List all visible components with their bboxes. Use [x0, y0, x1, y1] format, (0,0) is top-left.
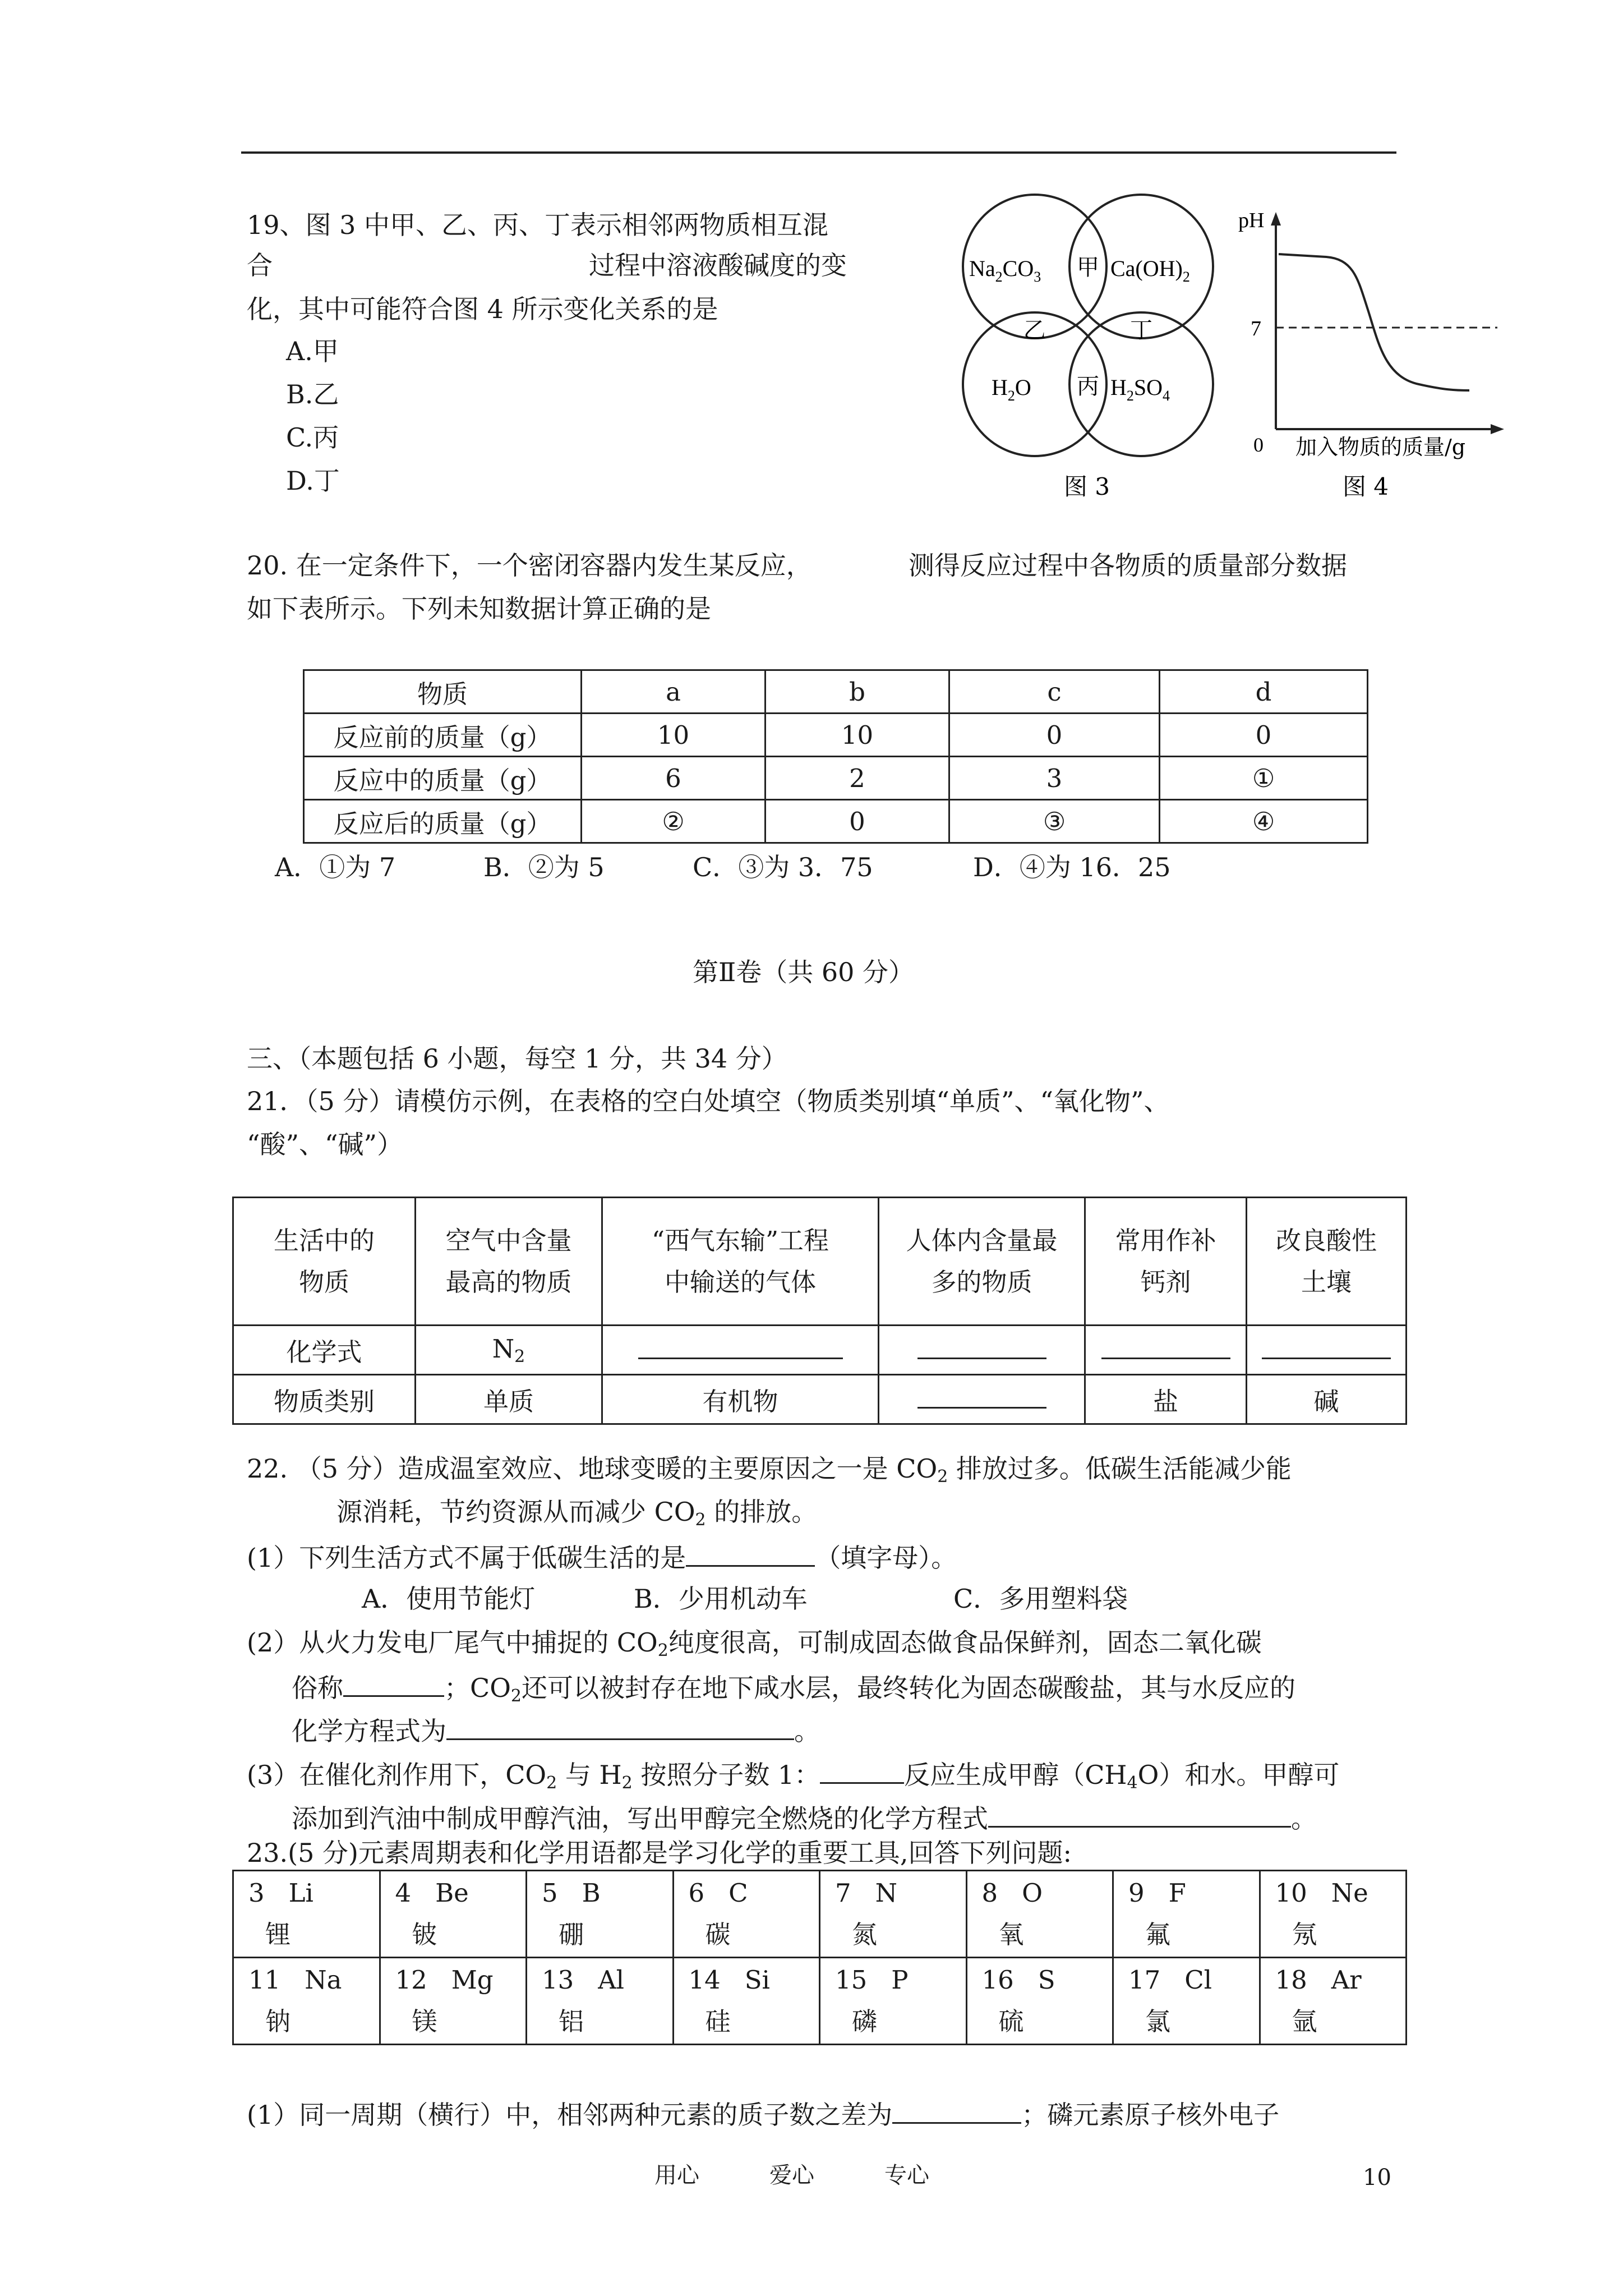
origin-label: 0	[1253, 434, 1264, 456]
y-axis-arrow	[1271, 212, 1281, 226]
q22-line2: 源消耗，节约资源从而减少 $CO_2$ 的排放。	[336, 1497, 818, 1530]
element-cell: 16 S 硫	[966, 1958, 1113, 2045]
answer-blank[interactable]	[879, 1326, 1085, 1375]
q20-table	[303, 669, 1368, 844]
table-cell: 反应中的质量（g）	[304, 757, 582, 800]
table-header-cell: 生活中的 物质	[233, 1198, 416, 1326]
label-h2o: $H_2O$	[992, 375, 1031, 404]
q19-option-b: B.乙	[286, 379, 339, 409]
answer-blank[interactable]	[892, 2100, 1021, 2124]
q20-option-b: B．②为 5	[483, 852, 605, 882]
q22-sub3-line1: (3）在催化剂作用下，$CO_2$ 与 $H_2$ 按照分子数 1： 反应生成甲醇$(CH_4O)$和水。甲醇可	[247, 1760, 1340, 1793]
q22-sub3-line2: 添加到汽油中制成甲醇汽油，写出甲醇完全燃烧的化学方程式 。	[292, 1803, 1317, 1834]
element-cell: 9 F 氟	[1113, 1871, 1260, 1958]
q20-line2: 如下表所示。下列未知数据计算正确的是	[247, 593, 711, 624]
x-axis-arrow	[1491, 424, 1504, 434]
footer-motto-1: 用心	[654, 2162, 699, 2188]
y-axis-label: pH	[1238, 209, 1265, 232]
answer-blank[interactable]	[602, 1326, 879, 1375]
region-yi: 乙	[1023, 318, 1046, 343]
table-header-cell: b	[766, 670, 949, 714]
q19-option-d: D.丁	[286, 466, 340, 496]
q22-sub1-option-b: B．少用机动车	[634, 1584, 808, 1614]
table-header-cell: 改良酸性 土壤	[1247, 1198, 1407, 1326]
q21-table	[232, 1197, 1407, 1425]
q22-sub2-line3: 化学方程式为 。	[292, 1716, 820, 1746]
region-jia: 甲	[1077, 255, 1099, 280]
q22-sub1: (1）下列生活方式不属于低碳生活的是 （填字母）。	[247, 1543, 957, 1573]
answer-blank[interactable]	[686, 1543, 815, 1567]
answer-blank[interactable]	[1085, 1326, 1247, 1375]
answer-blank[interactable]	[343, 1673, 444, 1697]
element-cell: 13 Al 铝	[527, 1958, 674, 2045]
table-header-cell: 人体内含量最 多的物质	[879, 1198, 1085, 1326]
figure-3-label: 图 3	[1063, 473, 1110, 500]
table-row	[233, 1958, 1407, 2045]
label-h2so4: $H_2SO_4$	[1110, 375, 1170, 404]
row-label-formula: 化学式	[233, 1326, 416, 1375]
table-header-cell: “西气东输”工程 中输送的气体	[602, 1198, 879, 1326]
section-2-title: 第Ⅱ卷（共 60 分）	[693, 957, 915, 987]
figure-4-label: 图 4	[1342, 473, 1389, 500]
ph-curve	[1279, 254, 1469, 390]
q19-line2a: 合	[247, 250, 273, 280]
element-cell: 14 Si 硅	[673, 1958, 820, 2045]
q20-option-d: D．④为 16．25	[973, 852, 1171, 882]
row-label-class: 物质类别	[233, 1375, 416, 1424]
table-header-cell: c	[949, 670, 1160, 714]
x-axis-label: 加入物质的质量/g	[1295, 435, 1466, 459]
table-cell: 3	[949, 757, 1160, 800]
element-cell: 8 O 氧	[966, 1871, 1113, 1958]
table-row	[233, 1198, 1407, 1326]
table-row	[304, 714, 1368, 757]
table-cell: 反应前的质量（g）	[304, 714, 582, 757]
table-row	[233, 1375, 1407, 1424]
table-cell: 10	[582, 714, 766, 757]
q22-sub1-option-a: A．使用节能灯	[362, 1584, 536, 1614]
table-header-cell: 空气中含量 最高的物质	[416, 1198, 602, 1326]
q22-sub1-option-c: C．多用塑料袋	[953, 1584, 1128, 1614]
table-header-cell: 常用作补 钙剂	[1085, 1198, 1247, 1326]
element-cell: 7 N 氮	[820, 1871, 967, 1958]
element-cell: 17 Cl 氯	[1113, 1958, 1260, 2045]
element-cell: 5 B 硼	[527, 1871, 674, 1958]
periodic-table	[232, 1870, 1407, 2045]
answer-blank[interactable]	[1247, 1326, 1407, 1375]
answer-blank[interactable]	[879, 1375, 1085, 1424]
table-cell: 单质	[416, 1375, 602, 1424]
answer-blank[interactable]	[446, 1716, 794, 1740]
header-rule	[241, 151, 1396, 154]
q19-line2b: 过程中溶液酸碱度的变	[589, 250, 847, 280]
element-cell: 11 Na 钠	[233, 1958, 380, 2045]
element-cell: 4 Be 铍	[380, 1871, 527, 1958]
footer-motto-3: 专心	[884, 2162, 929, 2188]
figure-4-ph-chart	[1234, 196, 1525, 510]
table-row	[304, 757, 1368, 800]
table-cell: 0	[1160, 714, 1368, 757]
table-cell: 碱	[1247, 1375, 1407, 1424]
region-ding: 丁	[1130, 318, 1152, 343]
table-cell: 有机物	[602, 1375, 879, 1424]
q23-line1: 23.(5 分)元素周期表和化学用语都是学习化学的重要工具,回答下列问题:	[247, 1838, 1072, 1868]
q20-option-a: A．①为 7	[275, 852, 396, 882]
table-cell: ②	[582, 800, 766, 843]
table-cell: 盐	[1085, 1375, 1247, 1424]
answer-blank[interactable]	[988, 1803, 1291, 1828]
q22-sub2-line1: (2）从火力发电厂尾气中捕捉的 $CO_2$纯度很高，可制成固态做食品保鲜剂，固态二氧化碳	[247, 1627, 1262, 1660]
tick-7: 7	[1251, 317, 1261, 341]
q23-sub1: (1）同一周期（横行）中，相邻两种元素的质子数之差为 ；磷元素原子核外电子	[247, 2100, 1280, 2130]
element-cell: 10 Ne 氖	[1260, 1871, 1407, 1958]
q20-line1b: 测得反应过程中各物质的质量部分数据	[909, 550, 1347, 581]
table-row	[304, 670, 1368, 714]
element-cell: 18 Ar 氩	[1260, 1958, 1407, 2045]
label-caoh2: $Ca(OH)_2$	[1110, 256, 1190, 285]
table-cell: 10	[766, 714, 949, 757]
q20-line1a: 20. 在一定条件下，一个密闭容器内发生某反应，	[247, 550, 812, 581]
q19-option-c: C.丙	[286, 422, 339, 453]
table-row	[304, 800, 1368, 843]
table-header-cell: d	[1160, 670, 1368, 714]
element-cell: 12 Mg 镁	[380, 1958, 527, 2045]
table-header-cell: a	[582, 670, 766, 714]
table-cell: ④	[1160, 800, 1368, 843]
formula-n2: $N_2$	[416, 1326, 602, 1375]
q20-option-c: C．③为 3．75	[693, 852, 873, 882]
table-row	[233, 1326, 1407, 1375]
element-cell: 3 Li 锂	[233, 1871, 380, 1958]
table-cell: ③	[949, 800, 1160, 843]
table-cell: ①	[1160, 757, 1368, 800]
q22-line1: 22. （5 分）造成温室效应、地球变暖的主要原因之一是 $CO_2$ 排放过多。低碳生活能减少能	[247, 1453, 1292, 1487]
element-cell: 15 P 磷	[820, 1958, 967, 2045]
region-bing: 丙	[1077, 374, 1099, 399]
table-cell: 6	[582, 757, 766, 800]
q19-line3: 化，其中可能符合图 4 所示变化关系的是	[247, 294, 718, 324]
table-header-cell: 物质	[304, 670, 582, 714]
footer-motto-2: 爱心	[769, 2162, 814, 2188]
label-na2co3: $Na_2CO_3$	[969, 256, 1041, 285]
element-cell: 6 C 碳	[673, 1871, 820, 1958]
q21-line1: 21．（5 分）请模仿示例，在表格的空白处填空（物质类别填“单质”、“氧化物”、	[247, 1086, 1170, 1116]
table-row	[233, 1871, 1407, 1958]
q19-line1: 19、图 3 中甲、乙、丙、丁表示相邻两物质相互混	[247, 210, 829, 240]
table-cell: 0	[949, 714, 1160, 757]
section-3-title: 三、（本题包括 6 小题，每空 1 分，共 34 分）	[247, 1043, 787, 1074]
table-cell: 0	[766, 800, 949, 843]
table-cell: 反应后的质量（g）	[304, 800, 582, 843]
table-cell: 2	[766, 757, 949, 800]
page-number: 10	[1363, 2165, 1391, 2191]
q22-sub2-line2: 俗称 ；$CO_2$还可以被封存在地下咸水层，最终转化为固态碳酸盐，其与水反应的	[292, 1673, 1296, 1706]
answer-blank[interactable]	[820, 1760, 904, 1784]
q21-line2: “酸”、“碱”）	[247, 1129, 403, 1159]
figure-3-venn	[942, 191, 1234, 516]
q19-option-a: A.甲	[286, 336, 339, 366]
